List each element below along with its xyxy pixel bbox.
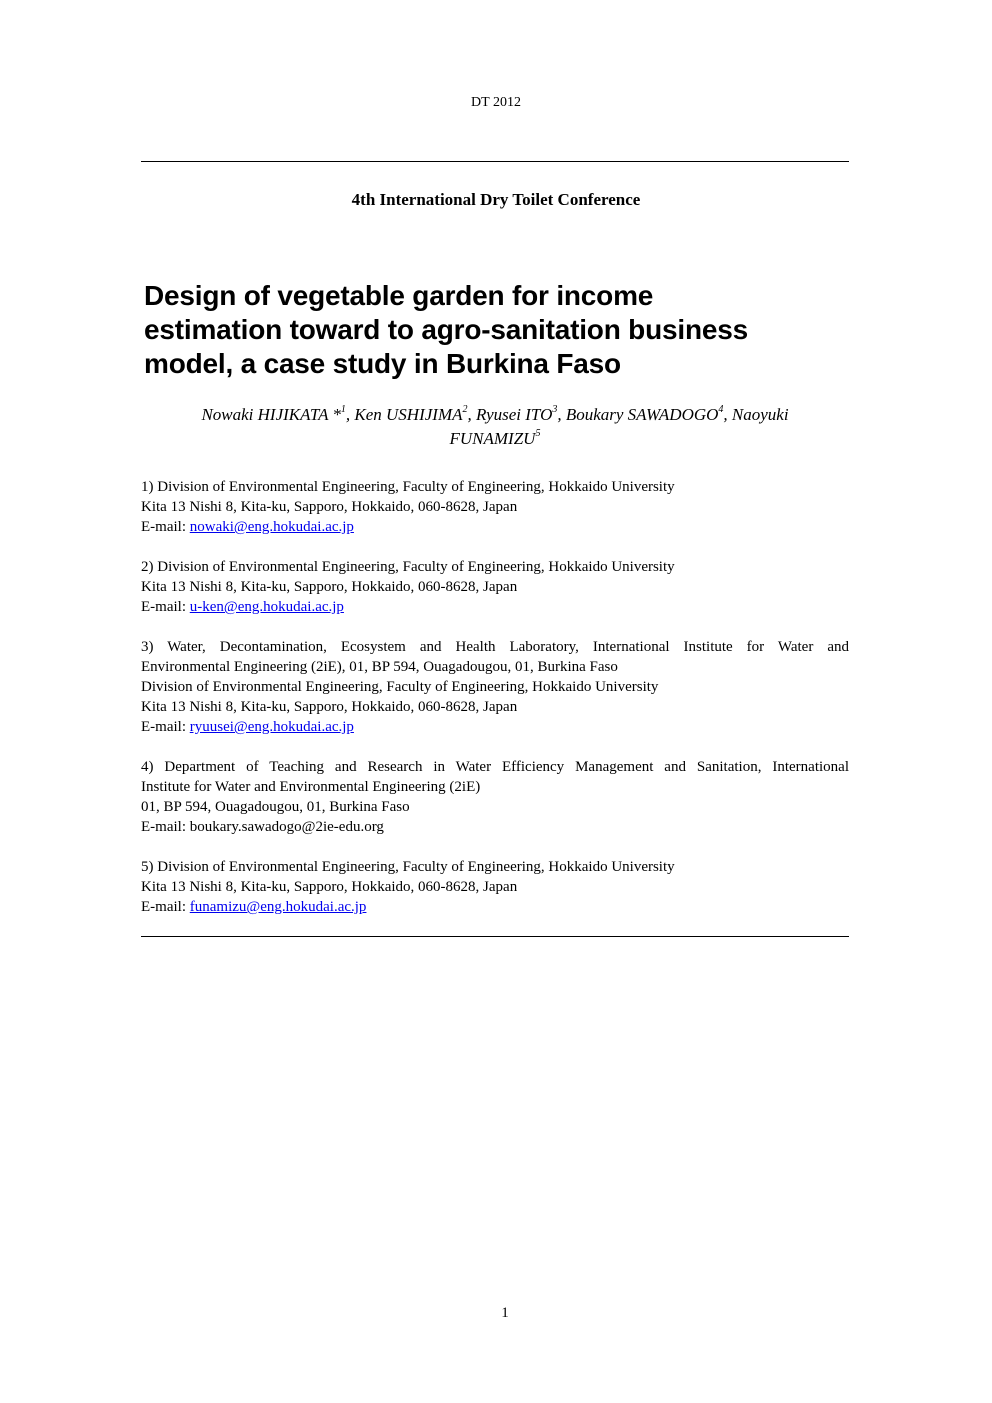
affiliation-line: 4) Department of Teaching and Research in Water Efficiency Management and Sanitation, International	[141, 759, 849, 775]
author-name: Boukary SAWADOGO	[565, 405, 719, 424]
conference-name: 4th International Dry Toilet Conference	[351, 190, 641, 209]
email-text: boukary.sawadogo@2ie-edu.org	[189, 819, 384, 835]
email-link[interactable]: ryuusei@eng.hokudai.ac.jp	[189, 719, 354, 735]
email-line	[141, 897, 849, 917]
running-header: DT 2012	[471, 95, 521, 110]
paper-title-line: Design of vegetable garden for income	[144, 280, 654, 311]
affiliation-line: Institute for Water and Environmental Engineering (2iE)	[141, 779, 481, 795]
affiliation-block	[141, 477, 849, 537]
header-divider	[141, 161, 849, 162]
author-name: Nowaki HIJIKATA	[201, 405, 329, 424]
affiliation-block	[141, 637, 849, 737]
affiliation-line: 1) Division of Environmental Engineering, Faculty of Engineering, Hokkaido University	[141, 479, 675, 495]
affiliation-line: Kita 13 Nishi 8, Kita-ku, Sapporo, Hokkaido, 060-8628, Japan	[141, 499, 518, 515]
paper-title-line: model, a case study in Burkina Faso	[144, 348, 621, 379]
affiliation-line: 3) Water, Decontamination, Ecosystem and Health Laboratory, International Institute for Water and	[141, 639, 849, 655]
email-link[interactable]: nowaki@eng.hokudai.ac.jp	[189, 519, 354, 535]
author-name: Ken USHIJIMA	[354, 405, 463, 424]
affiliation-block	[141, 757, 849, 837]
email-link[interactable]: funamizu@eng.hokudai.ac.jp	[189, 899, 367, 915]
affiliation-line: Kita 13 Nishi 8, Kita-ku, Sapporo, Hokkaido, 060-8628, Japan	[141, 699, 518, 715]
author-affiliation-mark: 1	[340, 404, 346, 416]
author-affiliation-mark: 2	[462, 404, 468, 416]
email-label: E-mail:	[141, 599, 190, 615]
email-label: E-mail:	[141, 899, 190, 915]
affiliation-line: Kita 13 Nishi 8, Kita-ku, Sapporo, Hokkaido, 060-8628, Japan	[141, 579, 518, 595]
affiliation-line: 01, BP 594, Ouagadougou, 01, Burkina Faso	[141, 799, 410, 815]
affiliation-line: Division of Environmental Engineering, Faculty of Engineering, Hokkaido University	[141, 679, 659, 695]
email-link[interactable]: u-ken@eng.hokudai.ac.jp	[189, 599, 344, 615]
affiliation-list	[141, 477, 849, 937]
paper-title-line: estimation toward to agro-sanitation business	[144, 314, 748, 345]
email-line	[141, 817, 849, 837]
author-affiliation-mark: 3	[552, 404, 558, 416]
author-line-2	[141, 427, 849, 451]
affiliation-block	[141, 557, 849, 617]
page-number: 1	[501, 1305, 509, 1321]
email-label: E-mail:	[141, 719, 190, 735]
email-label: E-mail:	[141, 519, 190, 535]
paper-title	[144, 279, 844, 381]
author-list	[141, 403, 849, 451]
author-affiliation-mark: 4	[718, 404, 724, 416]
author-name-part: Naoyuki	[731, 405, 789, 424]
email-line	[141, 517, 849, 537]
affiliation-line: Kita 13 Nishi 8, Kita-ku, Sapporo, Hokkaido, 060-8628, Japan	[141, 879, 518, 895]
affiliation-line: 5) Division of Environmental Engineering, Faculty of Engineering, Hokkaido University	[141, 859, 675, 875]
author-name: Ryusei ITO	[476, 405, 553, 424]
email-line	[141, 597, 849, 617]
corresponding-author-mark: *	[332, 405, 341, 424]
author-line-1: Nowaki HIJIKATA *$^1$, Ken USHIJIMA$^2$, Ryusei ITO$^3$, Boukary SAWADOGO$^4$, Naoyuki	[201, 404, 789, 424]
affiliation-line: 2) Division of Environmental Engineering, Faculty of Engineering, Hokkaido University	[141, 559, 675, 575]
author-name-part: FUNAMIZU	[449, 429, 536, 448]
affiliations-divider	[141, 936, 849, 937]
affiliation-block	[141, 857, 849, 917]
author-affiliation-mark: 5	[535, 428, 541, 440]
email-line	[141, 717, 849, 737]
email-label: E-mail:	[141, 819, 190, 835]
affiliation-line: Environmental Engineering (2iE), 01, BP 594, Ouagadougou, 01, Burkina Faso	[141, 659, 618, 675]
